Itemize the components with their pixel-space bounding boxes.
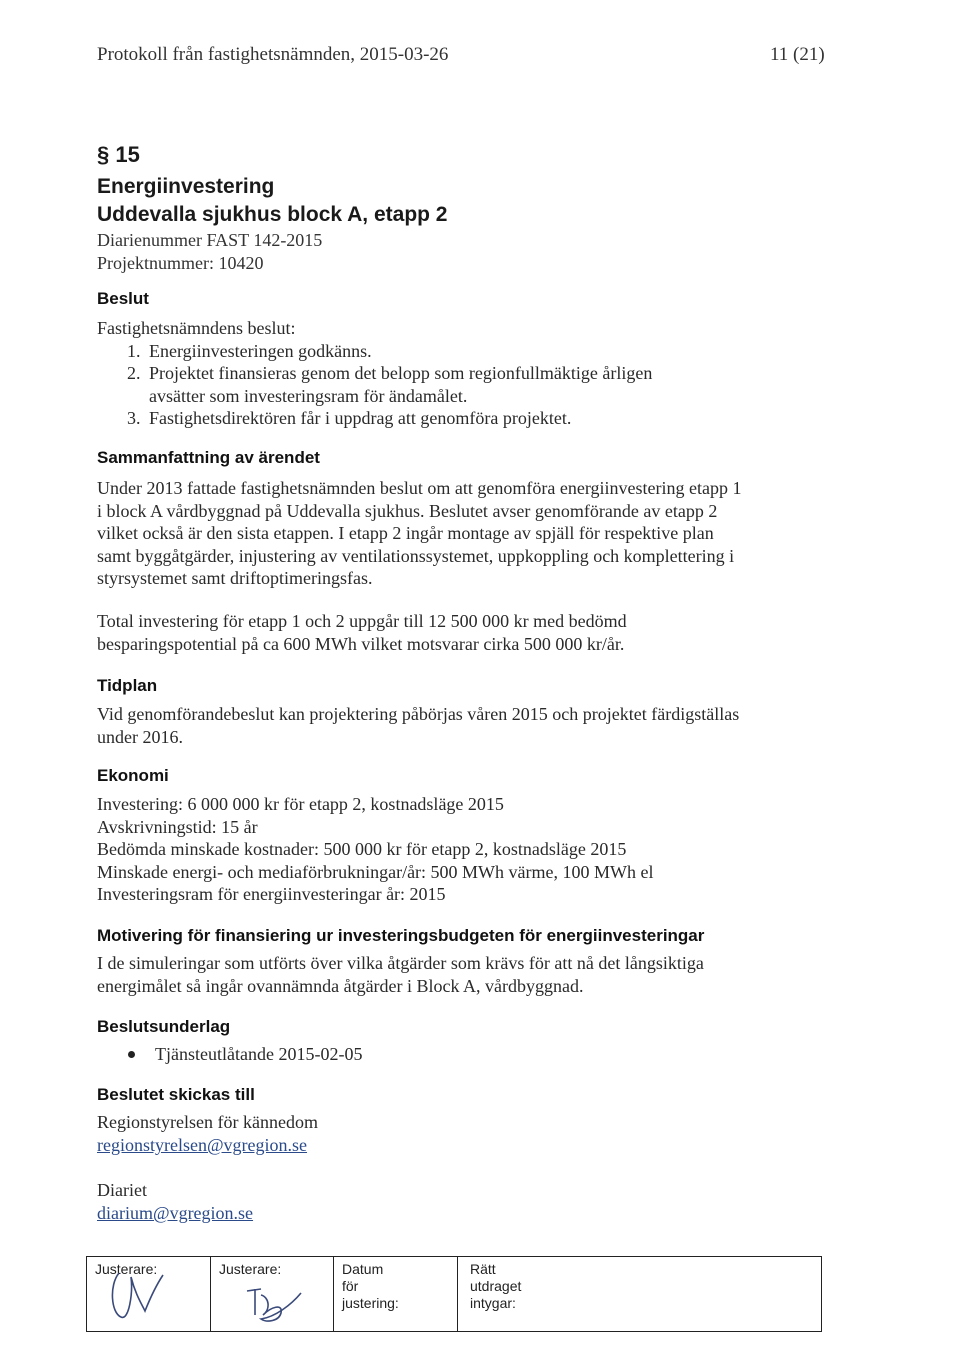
text-line: vilket också är den sista etappen. I etapp 2 ingår montage av spjäll för respektive plan [97, 523, 714, 543]
ekonomi-heading: Ekonomi [97, 766, 169, 785]
text-line: besparingspotential på ca 600 MWh vilket motsvarar cirka 500 000 kr/år. [97, 633, 625, 654]
datum-col [333, 1257, 399, 1331]
motivering-text [97, 952, 704, 997]
recipient-regionstyrelsen: Regionstyrelsen för kännedom [97, 1112, 318, 1132]
item-text: Projektet finansieras genom det belopp som regionfullmäktige årligen [149, 363, 653, 383]
bullet-icon [128, 1051, 135, 1058]
justerare-label-2: Justerare: [219, 1261, 282, 1277]
email-link-diariet[interactable]: diarium@vgregion.se [97, 1203, 254, 1223]
investering-text [97, 610, 627, 655]
justerare-label-1: Justerare: [95, 1261, 158, 1277]
beslutsunderlag-item: Tjänsteutlåtande 2015-02-05 [155, 1044, 363, 1064]
paragraph-number: § 15 [97, 142, 140, 167]
datum-label [342, 1261, 399, 1312]
text-line: Vid genomförandebeslut kan projektering påbörjas våren 2015 och projektet färdigställas [97, 704, 740, 724]
item-text: Fastighetsdirektören får i uppdrag att genomföra projektet. [149, 408, 572, 428]
text-line: under 2016. [97, 726, 183, 747]
tidplan-heading: Tidplan [97, 676, 158, 695]
beslut-intro: Fastighetsnämndens beslut: [97, 318, 296, 338]
ratt-label: Rätt utdraget intygar: [470, 1261, 522, 1311]
email-link-regionstyrelsen[interactable]: regionstyrelsen@vgregion.se [97, 1135, 308, 1155]
beslutsunderlag-heading: Beslutsunderlag [97, 1017, 231, 1036]
item-text-cont: avsätter som investeringsram för ändamålet. [149, 385, 468, 406]
page-header: Protokoll från fastighetsnämnden, 2015-03-26 [97, 44, 449, 65]
beslut-heading: Beslut [97, 289, 149, 308]
ratt-col [457, 1257, 522, 1331]
datum-label-line-2: justering: [342, 1295, 399, 1311]
beslut-item-2 [127, 362, 652, 407]
item-number: 3. [127, 408, 141, 428]
text-line: Investering: 6 000 000 kr för etapp 2, kostnadsläge 2015 [97, 794, 504, 814]
text-line: Minskade energi- och mediaförbrukningar/år: 500 MWh värme, 100 MWh el [97, 861, 654, 882]
page-number: 11 (21) [770, 44, 825, 65]
signature-2-icon [231, 1279, 307, 1327]
signature-col-2 [210, 1257, 282, 1331]
signature-box [86, 1256, 822, 1332]
item-number: 2. [127, 363, 141, 383]
document-meta [97, 229, 322, 275]
text-line: Avskrivningstid: 15 år [97, 816, 258, 837]
signature-1-icon [101, 1263, 173, 1323]
item-text: Energiinvesteringen godkänns. [149, 341, 372, 361]
text-line: I de simuleringar som utförts över vilka åtgärder som krävs för att nå det långsiktiga [97, 953, 704, 973]
text-line: Investeringsram för energiinvesteringar år: 2015 [97, 884, 446, 904]
ekonomi-text [97, 793, 654, 906]
text-line: Bedömda minskade kostnader: 500 000 kr för etapp 2, kostnadsläge 2015 [97, 839, 627, 859]
title-line-1: Energiinvestering [97, 175, 275, 198]
projektnummer: Projektnummer: 10420 [97, 253, 264, 273]
text-line: Under 2013 fattade fastighetsnämnden beslut om att genomföra energiinvestering etapp 1 [97, 478, 742, 498]
title-line-2: Uddevalla sjukhus block A, etapp 2 [97, 203, 448, 226]
text-line: Total investering för etapp 1 och 2 uppgår till 12 500 000 kr med bedömd [97, 611, 627, 631]
document-title [97, 173, 448, 229]
skickas-heading: Beslutet skickas till [97, 1085, 255, 1104]
sammanfattning-heading: Sammanfattning av ärendet [97, 448, 320, 467]
beslut-item-3 [127, 407, 571, 430]
datum-label-line-1: Datum för [342, 1261, 384, 1294]
diarienummer: Diarienummer FAST 142-2015 [97, 230, 323, 250]
text-line: i block A vårdbyggnad på Uddevalla sjukhus. Beslutet avser genomförande av etapp 2 [97, 500, 718, 521]
sammanfattning-text [97, 477, 741, 590]
item-number: 1. [127, 341, 141, 361]
text-line: energimålet så ingår ovannämnda åtgärder i Block A, vårdbyggnad. [97, 975, 584, 996]
beslut-item-1 [127, 340, 372, 363]
recipient-diariet: Diariet [97, 1180, 147, 1200]
text-line: styrsystemet samt driftoptimeringsfas. [97, 568, 373, 588]
motivering-heading: Motivering för finansiering ur investeringsbudgeten för energiinvesteringar [97, 926, 705, 945]
tidplan-text [97, 703, 739, 748]
text-line: samt byggåtgärder, injustering av ventilationssystemet, uppkoppling och komplettering i [97, 545, 735, 566]
